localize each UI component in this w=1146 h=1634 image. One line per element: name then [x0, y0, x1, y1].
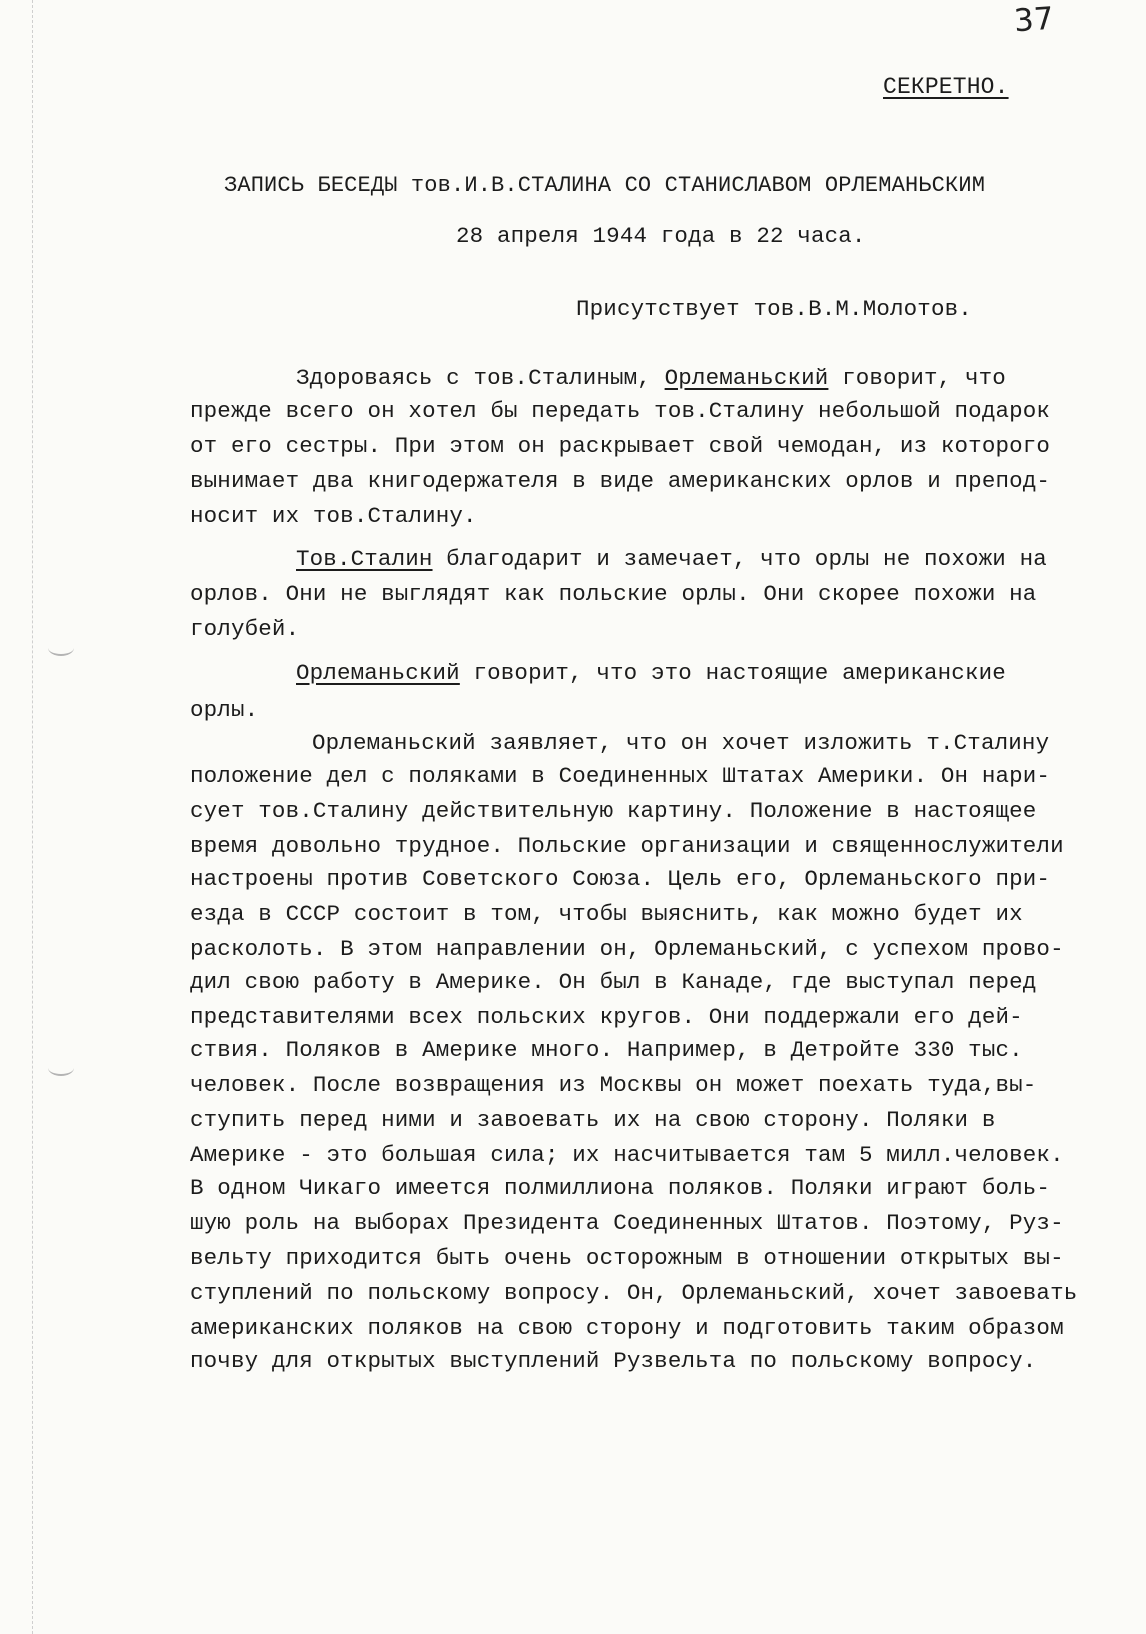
- body-text-line: [190, 1142, 1064, 1168]
- line-text: представителями всех польских кругов. Они поддержали его дей-: [190, 1004, 1023, 1030]
- line-text: прежде всего он хотел бы передать тов.Сталину небольшой подарок: [190, 398, 1051, 424]
- body-text-line: [190, 616, 299, 642]
- line-text: ступлений по польскому вопросу. Он, Орлеманьский, хочет завоевать: [190, 1280, 1078, 1306]
- line-text: Здороваясь с тов.Сталиным,: [296, 365, 665, 391]
- body-text-line: [190, 581, 1036, 607]
- body-text-line: [190, 798, 1036, 824]
- line-text: голубей.: [190, 616, 300, 642]
- body-text-line: [190, 901, 1023, 927]
- document-title: ЗАПИСЬ БЕСЕДЫ тов.И.В.СТАЛИНА СО СТАНИСЛАВОМ ОРЛЕМАНЬСКИМ: [224, 173, 986, 198]
- body-text-line: [190, 503, 477, 529]
- body-text-line: [190, 1175, 1050, 1201]
- body-text-line: [296, 546, 1047, 572]
- underlined-speaker-name: Орлеманьский: [296, 660, 460, 686]
- underlined-speaker-name: Орлеманьский: [664, 365, 829, 391]
- line-text: Орлеманьский заявляет, что он хочет изложить т.Сталину: [312, 730, 1050, 756]
- line-text: Америке - это большая сила; их насчитывается там 5 милл.человек.: [190, 1142, 1064, 1168]
- body-text-line: [190, 1072, 1036, 1098]
- line-text: шую роль на выборах Президента Соединенных Штатов. Поэтому, Руз-: [190, 1210, 1064, 1236]
- line-text: вельту приходится быть очень осторожным в отношении открытых вы-: [190, 1245, 1064, 1271]
- line-text: вынимает два книгодержателя в виде американских орлов и препод-: [190, 468, 1051, 494]
- body-text-line: [190, 833, 1064, 859]
- line-text: от его сестры. При этом он раскрывает свой чемодан, из которого: [190, 433, 1051, 459]
- body-text-line: [190, 1348, 1036, 1374]
- line-text: дил свою работу в Америке. Он был в Канаде, где выступал перед: [190, 969, 1037, 995]
- body-text-line: [296, 365, 1006, 391]
- body-text-line: [190, 1107, 995, 1133]
- line-text: настроены против Советского Союза. Цель его, Орлеманьского при-: [190, 866, 1051, 892]
- line-text: носит их тов.Сталину.: [190, 503, 477, 529]
- line-text: В одном Чикаго имеется полмиллиона поляков. Поляки играют боль-: [190, 1175, 1051, 1201]
- body-text-line: [190, 763, 1050, 789]
- body-text-line: [190, 969, 1036, 995]
- line-text: время довольно трудное. Польские организации и священнослужители: [190, 833, 1064, 859]
- line-text: сует тов.Сталину действительную картину. Положение в настоящее: [190, 798, 1037, 824]
- line-text: ступить перед ними и завоевать их на свою сторону. Поляки в: [190, 1107, 996, 1133]
- line-text: положение дел с поляками в Соединенных Штатах Америки. Он нари-: [190, 763, 1051, 789]
- punch-hole-mark: [48, 640, 74, 656]
- underlined-speaker-name: Тов.Сталин: [296, 546, 433, 572]
- line-text: говорит, что: [828, 365, 1006, 391]
- body-text-line: [190, 1004, 1023, 1030]
- body-text-line: [190, 1245, 1064, 1271]
- line-text: говорит, что это настоящие американские: [459, 660, 1006, 686]
- line-text: ствия. Поляков в Америке много. Например, в Детройте 330 тыс.: [190, 1037, 1023, 1063]
- line-text: орлы.: [190, 697, 259, 723]
- body-text-line: [312, 730, 1049, 756]
- document-date: 28 апреля 1944 года в 22 часа.: [456, 223, 866, 249]
- body-text-line: [190, 1280, 1077, 1306]
- body-text-line: [190, 433, 1050, 459]
- body-text-line: [190, 1210, 1064, 1236]
- body-text-line: [296, 660, 1006, 686]
- attendees-line: Присутствует тов.В.М.Молотов.: [576, 296, 972, 322]
- classification-stamp: СЕКРЕТНО.: [883, 74, 1009, 100]
- body-text-line: [190, 936, 1064, 962]
- page-margin-edge: [32, 0, 37, 1634]
- body-text-line: [190, 468, 1050, 494]
- body-text-line: [190, 866, 1050, 892]
- line-text: американских поляков на свою сторону и подготовить таким образом: [190, 1315, 1064, 1341]
- body-text-line: [190, 1037, 1023, 1063]
- line-text: благодарит и замечает, что орлы не похожи на: [432, 546, 1047, 572]
- line-text: орлов. Они не выглядят как польские орлы. Они скорее похожи на: [190, 581, 1037, 607]
- body-text-line: [190, 697, 258, 723]
- archive-page-number: 37: [1013, 0, 1056, 40]
- line-text: почву для открытых выступлений Рузвельта по польскому вопросу.: [190, 1348, 1037, 1374]
- body-text-line: [190, 1315, 1064, 1341]
- line-text: человек. После возвращения из Москвы он может поехать туда,вы-: [190, 1072, 1037, 1098]
- body-text-line: [190, 398, 1050, 424]
- line-text: езда в СССР состоит в том, чтобы выяснить, как можно будет их: [190, 901, 1023, 927]
- punch-hole-mark: [48, 1060, 74, 1076]
- line-text: расколоть. В этом направлении он, Орлеманьский, с успехом прово-: [190, 936, 1064, 962]
